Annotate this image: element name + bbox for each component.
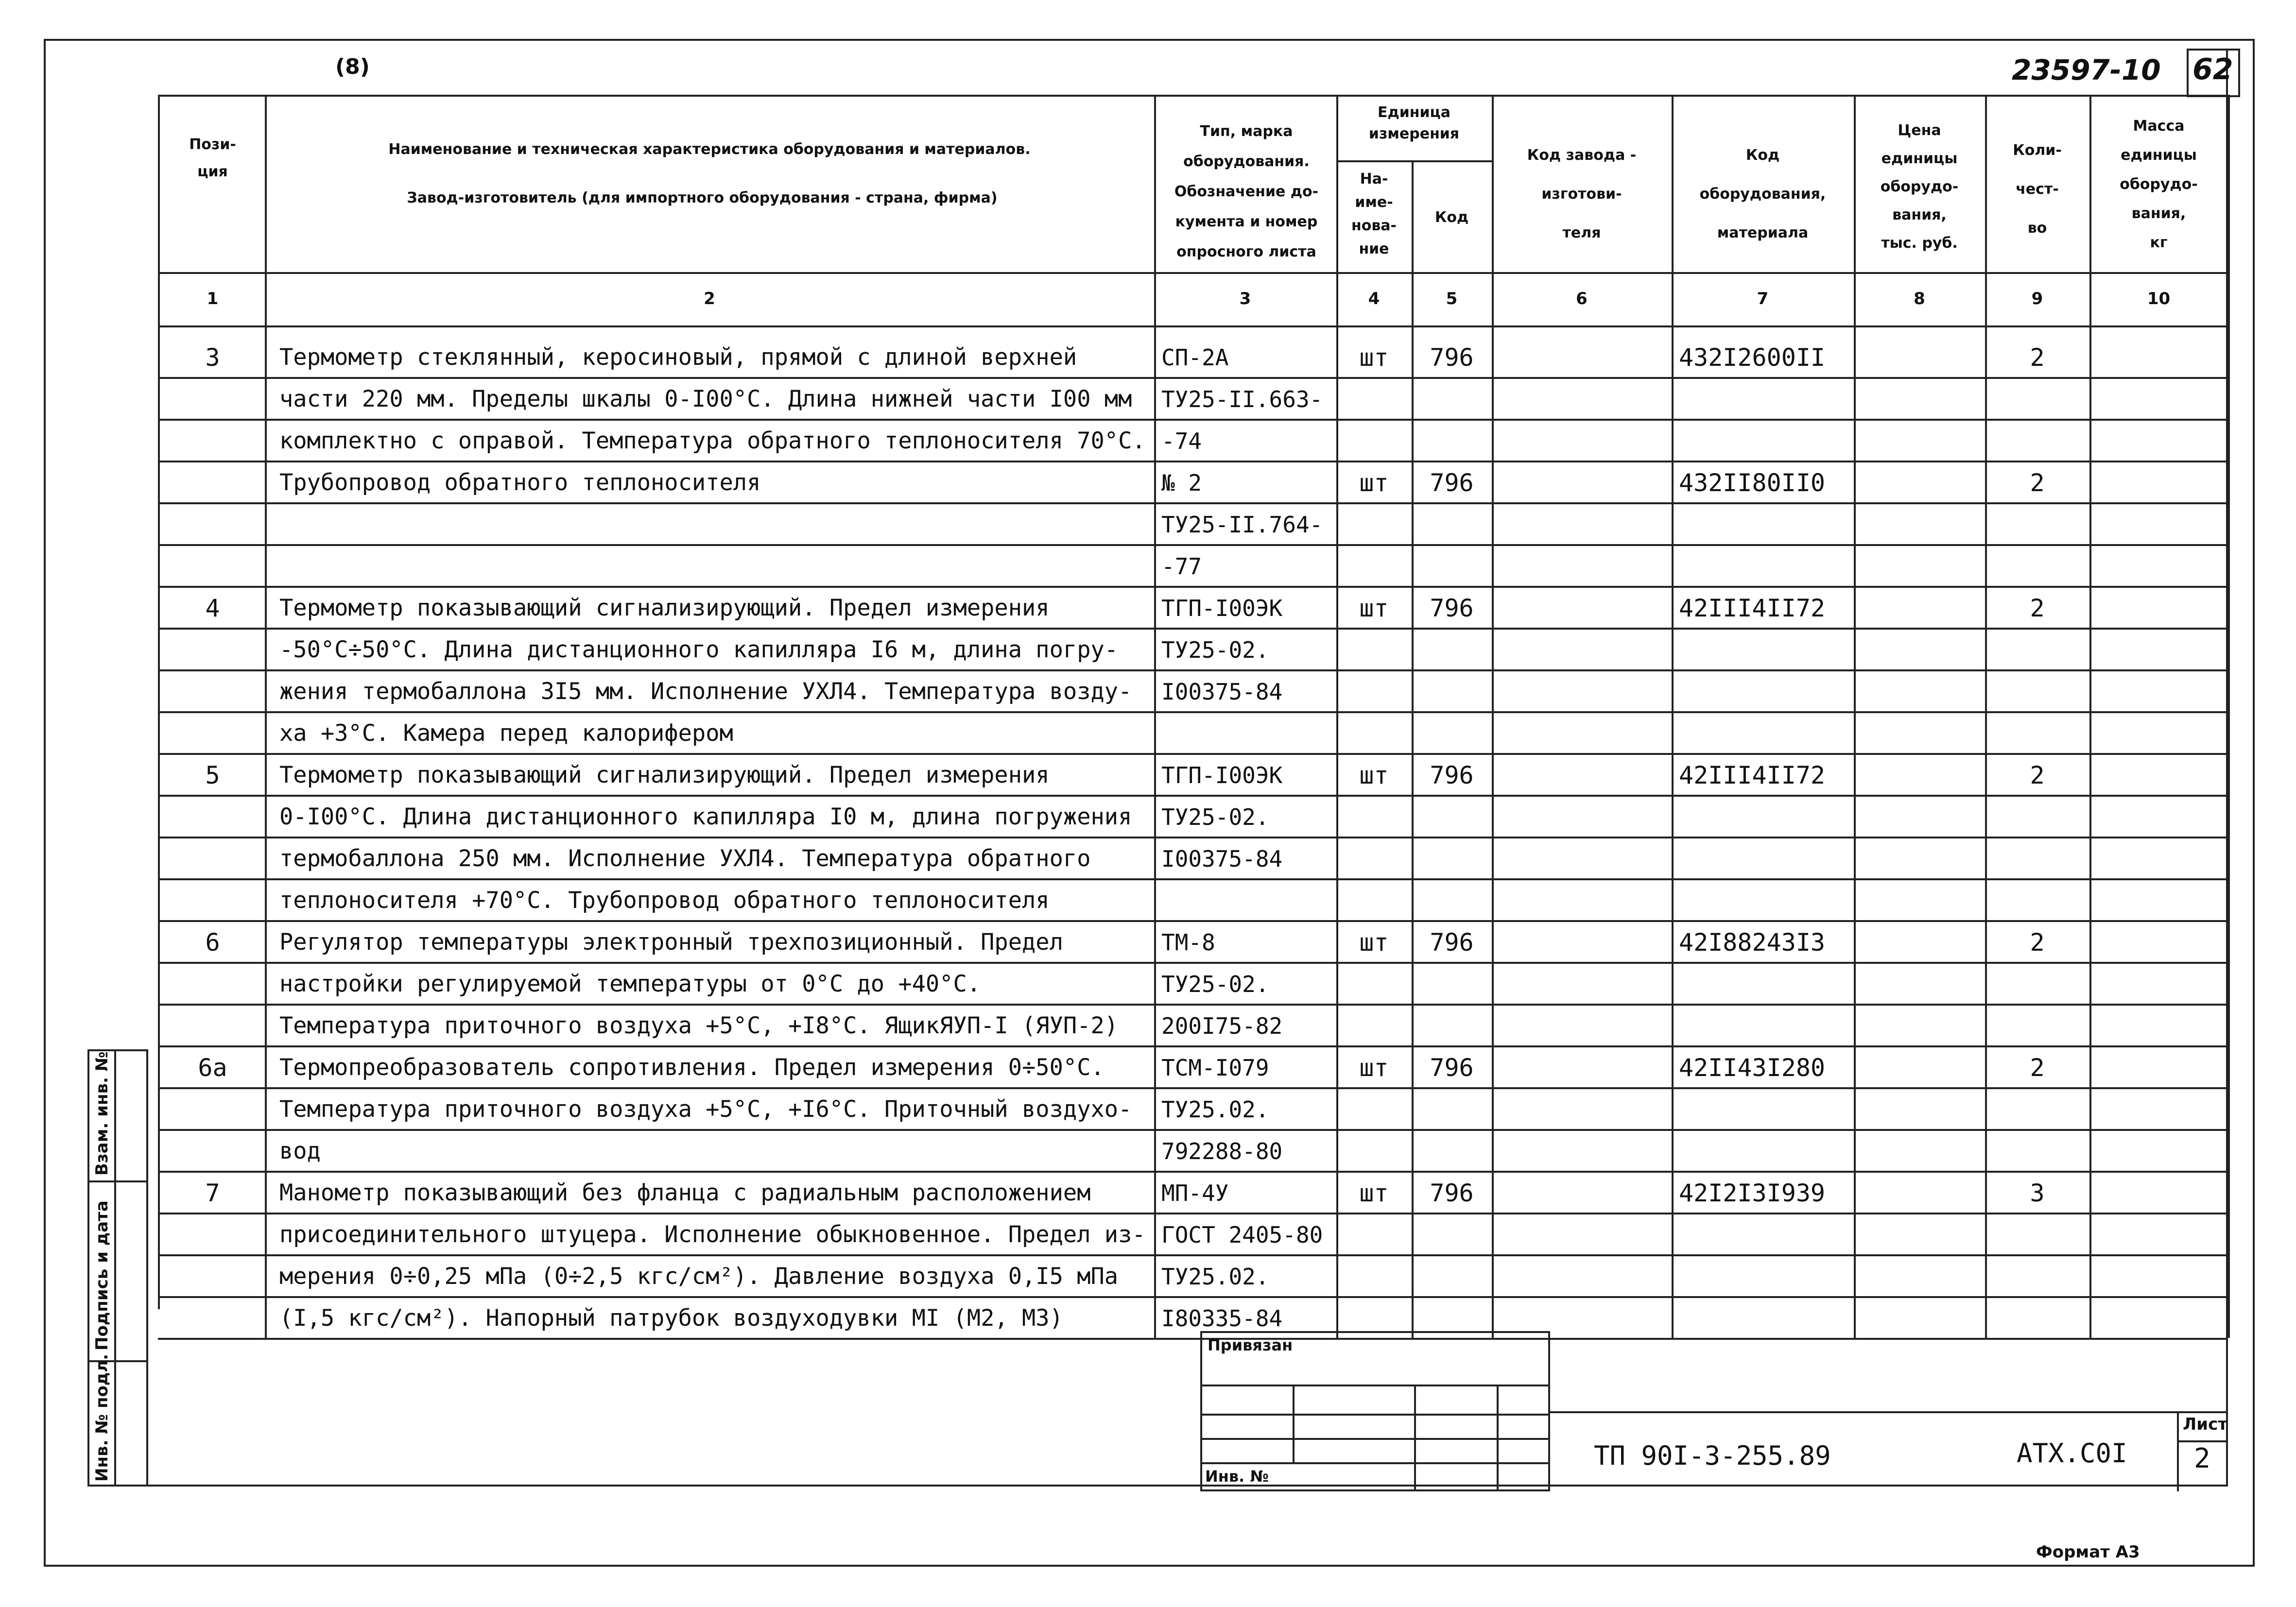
- row-name: Манометр показывающий без фланца с радиальным расположением: [279, 1180, 1091, 1206]
- row-divider: [158, 753, 2228, 755]
- column-divider: [1154, 95, 1156, 1338]
- row-name: термобаллона 250 мм. Исполнение УХЛ4. Температура обратного: [279, 845, 1091, 872]
- row-divider: [158, 1296, 2228, 1298]
- row-name: Регулятор температуры электронный трехпозиционный. Предел: [279, 929, 1063, 956]
- stamp-project: ТП 90I-3-255.89: [1594, 1440, 1831, 1471]
- row-divider: [158, 1254, 2228, 1256]
- row-divider: [158, 1338, 2228, 1340]
- row-name: настройки регулируемой температуры от 0°С до +40°С.: [279, 971, 981, 997]
- row-divider: [158, 586, 2228, 588]
- row-position: 3: [205, 343, 220, 372]
- stamp-privyazan: Привязан: [1208, 1336, 1293, 1354]
- row-name: комплектно с оправой. Температура обратного теплоносителя 70°С.: [279, 427, 1146, 454]
- row-divider: [158, 502, 2228, 504]
- format-label: Формат А3: [2036, 1542, 2140, 1562]
- row-quantity: 2: [2030, 469, 2045, 497]
- row-divider: [158, 878, 2228, 880]
- row-type: I80335-84: [1161, 1305, 1283, 1332]
- row-position: 7: [205, 1179, 220, 1207]
- row-unit: шт: [1359, 1054, 1389, 1082]
- row-type: ТСМ-I079: [1161, 1055, 1269, 1081]
- row-unit-code: 796: [1430, 761, 1474, 789]
- row-divider: [158, 1087, 2228, 1089]
- column-number: 10: [2147, 289, 2171, 308]
- row-name: Термопреобразователь сопротивления. Предел измерения 0÷50°С.: [279, 1054, 1105, 1081]
- row-divider: [158, 377, 2228, 379]
- row-quantity: 2: [2030, 928, 2045, 957]
- column-number: 8: [1914, 289, 1925, 308]
- row-divider: [158, 1004, 2228, 1006]
- row-unit-code: 796: [1430, 928, 1474, 957]
- row-type: 792288-80: [1161, 1138, 1283, 1164]
- unit-header-split-line: [1336, 160, 1492, 162]
- row-unit-code: 796: [1430, 469, 1474, 497]
- row-type: ТУ25-II.764-: [1161, 512, 1323, 538]
- row-unit: шт: [1359, 343, 1389, 372]
- stamp-list-label: Лист: [2183, 1415, 2227, 1434]
- column-number: 9: [2031, 289, 2043, 308]
- row-type: ТГП-I00ЭК: [1161, 762, 1283, 788]
- row-equipment-code: 42III4II72: [1679, 761, 1826, 789]
- column-number: 2: [704, 289, 715, 308]
- row-name: теплоносителя +70°С. Трубопровод обратного теплоносителя: [279, 887, 1050, 914]
- row-type: ТУ25.02.: [1161, 1096, 1269, 1123]
- column-divider: [265, 95, 267, 1338]
- stamp-list-divider: [2177, 1411, 2179, 1491]
- row-name: ха +3°С. Камера перед калорифером: [279, 720, 733, 747]
- side-label-podpis: Подпись и дата: [92, 1200, 112, 1351]
- row-divider: [158, 669, 2228, 671]
- row-type: I00375-84: [1161, 846, 1283, 872]
- row-equipment-code: 42I88243I3: [1679, 928, 1826, 957]
- row-equipment-code: 432II80II0: [1679, 469, 1826, 497]
- row-unit-code: 796: [1430, 594, 1474, 622]
- column-divider: [1492, 95, 1494, 1338]
- header-price: Цена единицы оборудо- вания, тыс. руб.: [1880, 122, 1959, 252]
- row-type: СП-2А: [1161, 344, 1229, 371]
- label-top: (8): [335, 54, 370, 79]
- header-position: Пози- ция: [189, 136, 236, 180]
- row-name: Термометр стеклянный, керосиновый, прямой с длиной верхней: [279, 344, 1077, 371]
- row-type: ТМ-8: [1161, 929, 1215, 956]
- row-equipment-code: 42II43I280: [1679, 1054, 1826, 1082]
- side-strip-divider: [114, 1049, 116, 1487]
- row-equipment-code: 432I2600II: [1679, 343, 1826, 372]
- page-number: 62: [2192, 52, 2233, 86]
- row-name: Трубопровод обратного теплоносителя: [279, 469, 761, 496]
- row-name: Термометр показывающий сигнализирующий. Предел измерения: [279, 595, 1050, 621]
- row-type: -77: [1161, 553, 1202, 580]
- row-unit: шт: [1359, 469, 1389, 497]
- row-name: части 220 мм. Пределы шкалы 0-I00°С. Длина нижней части I00 мм: [279, 386, 1132, 412]
- stamp-list-number: 2: [2194, 1443, 2210, 1474]
- row-divider: [158, 1213, 2228, 1214]
- column-number: 1: [207, 289, 219, 308]
- row-quantity: 2: [2030, 761, 2045, 789]
- header-equipment-code: Код оборудования, материала: [1699, 147, 1826, 241]
- row-name: (I,5 кгс/см²). Напорный патрубок воздуходувки МI (М2, М3): [279, 1305, 1063, 1332]
- row-name: мерения 0÷0,25 мПа (0÷2,5 кгс/см²). Давление воздуха 0,I5 мПа: [279, 1263, 1119, 1290]
- row-type: -74: [1161, 428, 1202, 454]
- row-unit: шт: [1359, 594, 1389, 622]
- header-name-line1: Наименование и техническая характеристика оборудования и материалов.: [388, 141, 1031, 158]
- row-name: Температура приточного воздуха +5°С, +I6°С. Приточный воздухо-: [279, 1096, 1132, 1123]
- row-quantity: 2: [2030, 594, 2045, 622]
- stamp-vline-a: [1293, 1385, 1295, 1462]
- column-divider: [1672, 95, 1674, 1338]
- stamp-main-top: [1550, 1411, 2228, 1413]
- row-unit: шт: [1359, 928, 1389, 957]
- column-divider: [1985, 95, 1987, 1338]
- side-label-vzam: Взам. инв. №: [92, 1051, 112, 1176]
- stamp-vline-b: [1414, 1385, 1416, 1491]
- row-type: ТУ25-02.: [1161, 804, 1269, 830]
- column-numbers-bottom-line: [158, 325, 2228, 327]
- row-name: -50°С÷50°С. Длина дистанционного капилляра I6 м, длина погру-: [279, 636, 1119, 663]
- row-position: 6: [205, 928, 220, 957]
- table-right-border: [2228, 95, 2230, 1338]
- row-type: ТУ25.02.: [1161, 1264, 1269, 1290]
- stamp-vline-c: [1497, 1385, 1499, 1491]
- row-type: ТУ25-02.: [1161, 971, 1269, 997]
- header-unit-name: На- име- нова- ние: [1351, 171, 1397, 257]
- stamp-inv-no: Инв. №: [1205, 1467, 1269, 1486]
- row-divider: [158, 628, 2228, 630]
- doc-code: 23597-10: [2012, 53, 2161, 86]
- row-name: жения термобаллона 3I5 мм. Исполнение УХЛ4. Температура возду-: [279, 678, 1132, 705]
- row-type: ТУ25-II.663-: [1161, 386, 1323, 412]
- side-strip-line-1: [87, 1180, 148, 1182]
- header-bottom-line: [158, 272, 2228, 274]
- header-factory-code: Код завода - изготови- теля: [1527, 147, 1637, 241]
- row-type: 200I75-82: [1161, 1013, 1283, 1039]
- row-name: вод: [279, 1138, 321, 1164]
- row-divider: [158, 837, 2228, 838]
- row-type: ТГП-I00ЭК: [1161, 595, 1283, 621]
- row-quantity: 3: [2030, 1179, 2045, 1207]
- row-unit: шт: [1359, 1179, 1389, 1207]
- header-type: Тип, марка оборудования. Обозначение до- кумента и номер опросного листа: [1174, 123, 1319, 260]
- row-divider: [158, 419, 2228, 421]
- row-divider: [158, 962, 2228, 964]
- column-divider: [1336, 95, 1338, 1338]
- column-number: 4: [1368, 289, 1380, 308]
- column-divider: [2089, 95, 2091, 1338]
- row-quantity: 2: [2030, 343, 2045, 372]
- stamp-list-line: [2177, 1440, 2228, 1442]
- row-unit-code: 796: [1430, 343, 1474, 372]
- header-mass: Масса единицы оборудо- вания, кг: [2120, 118, 2198, 251]
- column-divider: [1412, 160, 1414, 1338]
- row-type: ТУ25-02.: [1161, 637, 1269, 663]
- row-quantity: 2: [2030, 1054, 2045, 1082]
- row-position: 4: [205, 594, 220, 622]
- row-divider: [158, 795, 2228, 797]
- row-unit-code: 796: [1430, 1179, 1474, 1207]
- row-divider: [158, 920, 2228, 922]
- header-unit: Единица измерения: [1368, 104, 1460, 142]
- column-number: 6: [1576, 289, 1588, 308]
- row-divider: [158, 711, 2228, 713]
- row-type: ГОСТ 2405-80: [1161, 1222, 1323, 1248]
- row-divider: [158, 1171, 2228, 1173]
- column-number: 3: [1239, 289, 1251, 308]
- row-type: I00375-84: [1161, 679, 1283, 705]
- row-type: МП-4У: [1161, 1180, 1229, 1206]
- row-divider: [158, 1045, 2228, 1047]
- row-divider: [158, 544, 2228, 546]
- row-equipment-code: 42III4II72: [1679, 594, 1826, 622]
- header-unit-code: Код: [1434, 209, 1469, 226]
- column-number: 5: [1446, 289, 1458, 308]
- row-equipment-code: 42I2I3I939: [1679, 1179, 1826, 1207]
- stamp-sheet-code: АТХ.С0I: [2017, 1438, 2127, 1469]
- row-name: присоединительного штуцера. Исполнение обыкновенное. Предел из-: [279, 1221, 1146, 1248]
- row-position: 6а: [198, 1054, 227, 1082]
- row-unit-code: 796: [1430, 1054, 1474, 1082]
- header-quantity: Коли- чест- во: [2013, 142, 2062, 237]
- row-divider: [158, 461, 2228, 462]
- row-name: 0-I00°С. Длина дистанционного капилляра I0 м, длина погружения: [279, 804, 1132, 830]
- header-name-line2: Завод-изготовитель (для импортного оборудования - страна, фирма): [407, 189, 998, 206]
- column-number: 7: [1757, 289, 1769, 308]
- row-type: № 2: [1161, 470, 1202, 496]
- column-divider: [1854, 95, 1856, 1338]
- side-label-inv-podl: Инв. № подл.: [92, 1353, 112, 1482]
- row-divider: [158, 1129, 2228, 1131]
- row-name: Термометр показывающий сигнализирующий. Предел измерения: [279, 762, 1050, 788]
- row-position: 5: [205, 761, 220, 789]
- row-name: Температура приточного воздуха +5°С, +I8°С. ЯщикЯУП-I (ЯУП-2): [279, 1012, 1119, 1039]
- row-unit: шт: [1359, 761, 1389, 789]
